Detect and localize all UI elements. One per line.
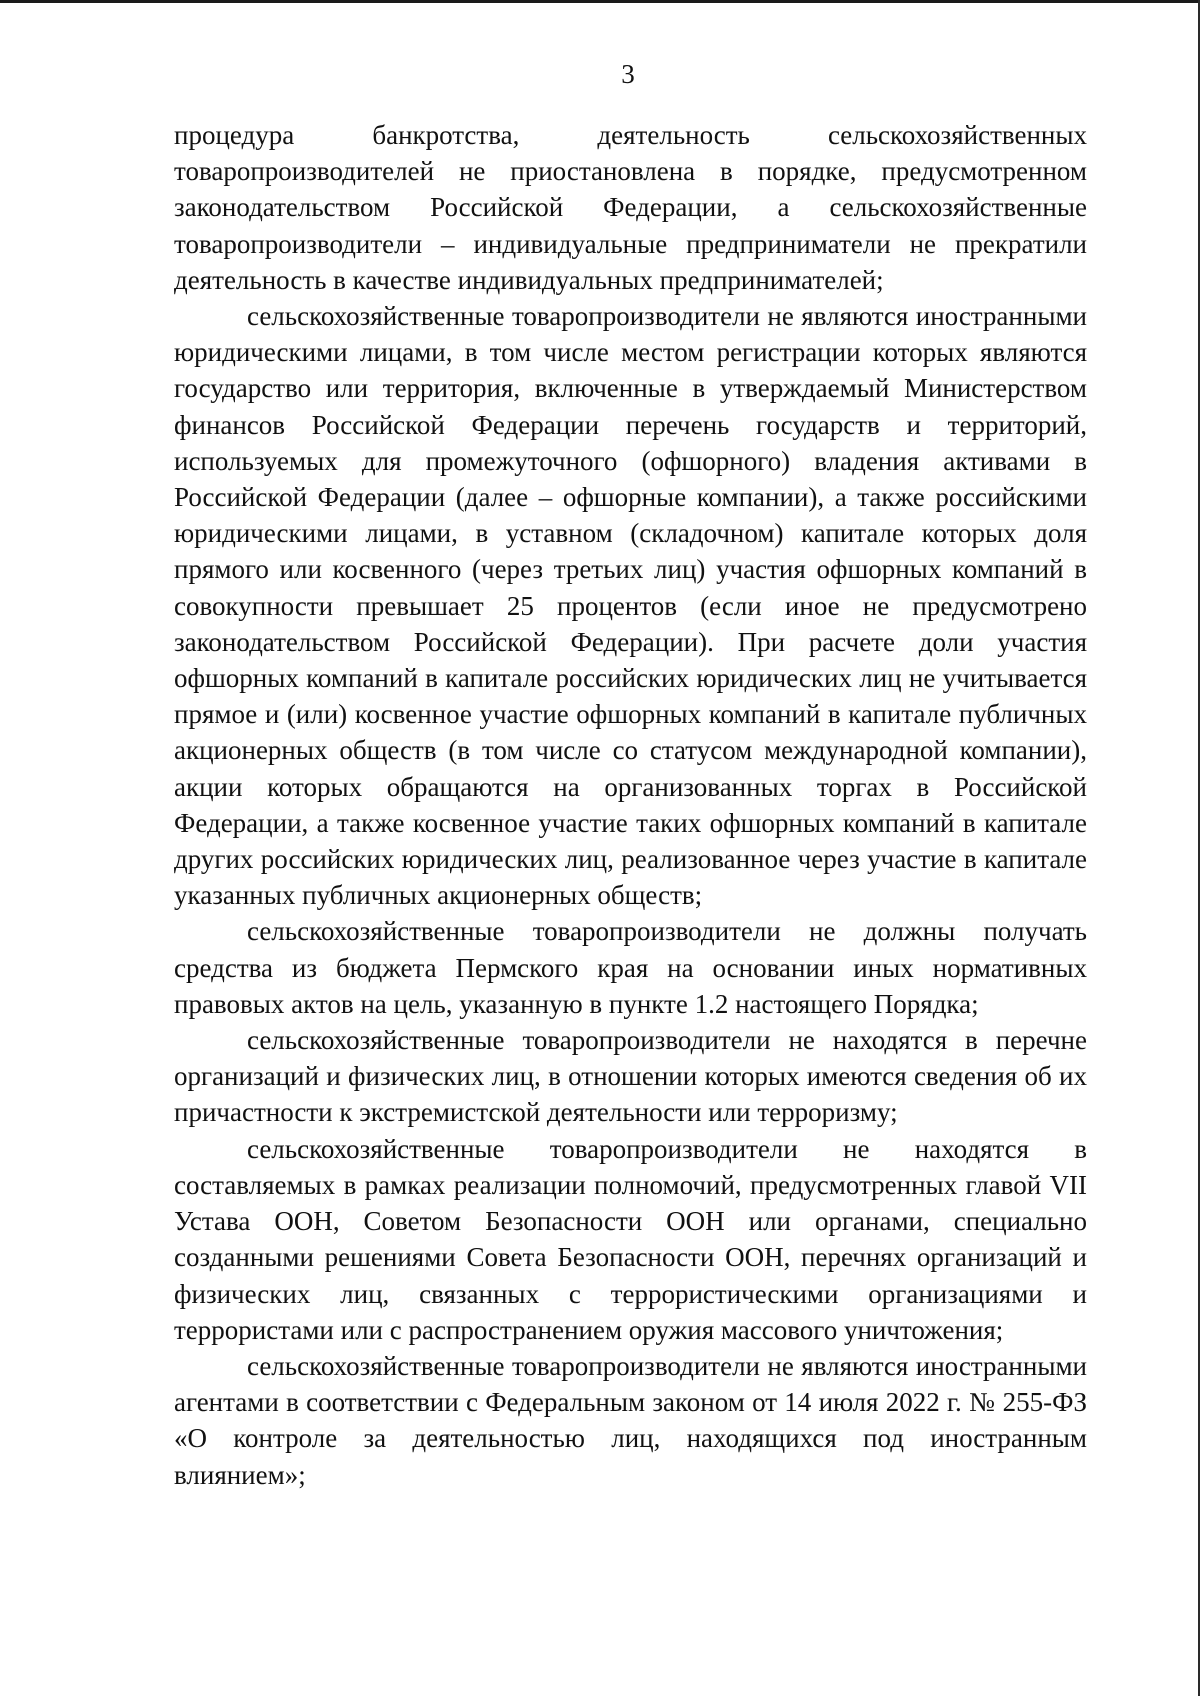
paragraph-un-security-council-lists: сельскохозяйственные товаропроизводители не находятся в составляемых в рамках реализации полномочий, предусмотренных главой VII Устава ООН, Советом Безопасности ООН или органами, специально созданными решениями Совета Безопасности ООН, перечнях организаций и физических лиц, связанных с террористическими организациями и террористами или с распространением оружия массового уничтожения;	[174, 1133, 1087, 1345]
page-number: 3	[621, 59, 635, 89]
paragraph-bankruptcy-continuation: процедура банкротства, деятельность сельскохозяйственных товаропроизводителей не приостановлена в порядке, предусмотренном законодательством Российской Федерации, а сельскохозяйственные товаропроизводители – индивидуальные предприниматели не прекратили деятельность в качестве индивидуальных предпринимателей;	[174, 120, 1087, 295]
paragraph-extremism-list: сельскохозяйственные товаропроизводители не находятся в перечне организаций и физических лиц, в отношении которых имеются сведения об их причастности к экстремистской деятельности или терроризму;	[174, 1025, 1087, 1128]
document-body	[174, 117, 1087, 1493]
paragraph-no-other-budget-funds: сельскохозяйственные товаропроизводители не должны получать средства из бюджета Пермского края на основании иных нормативных правовых актов на цель, указанную в пункте 1.2 настоящего Порядка;	[174, 916, 1087, 1019]
paragraph-foreign-agents: сельскохозяйственные товаропроизводители не являются иностранными агентами в соответствии с Федеральным законом от 14 июля 2022 г. № 255-ФЗ «О контроле за деятельностью лиц, находящихся под иностранным влиянием»;	[174, 1350, 1087, 1490]
scan-top-edge	[0, 0, 1200, 3]
paragraph-offshore-companies: сельскохозяйственные товаропроизводители не являются иностранными юридическими лицами, в том числе местом регистрации которых являются государство или территория, включенные в утверждаемый Министерством финансов Российской Федерации перечень государств и территорий, используемых для промежуточного (офшорного) владения активами в Российской Федерации (далее – офшорные компании), а также российскими юридическими лицами, в уставном (складочном) капитале которых доля прямого или косвенного (через третьих лиц) участия офшорных компаний в совокупности превышает 25 процентов (если иное не предусмотрено законодательством Российской Федерации). При расчете доли участия офшорных компаний в капитале российских юридических лиц не учитывается прямое и (или) косвенное участие офшорных компаний в капитале публичных акционерных обществ (в том числе со статусом международной компании), акции которых обращаются на организованных торгах в Российской Федерации, а также косвенное участие таких офшорных компаний в капитале других российских юридических лиц, реализованное через участие в капитале указанных публичных акционерных обществ;	[174, 301, 1087, 911]
